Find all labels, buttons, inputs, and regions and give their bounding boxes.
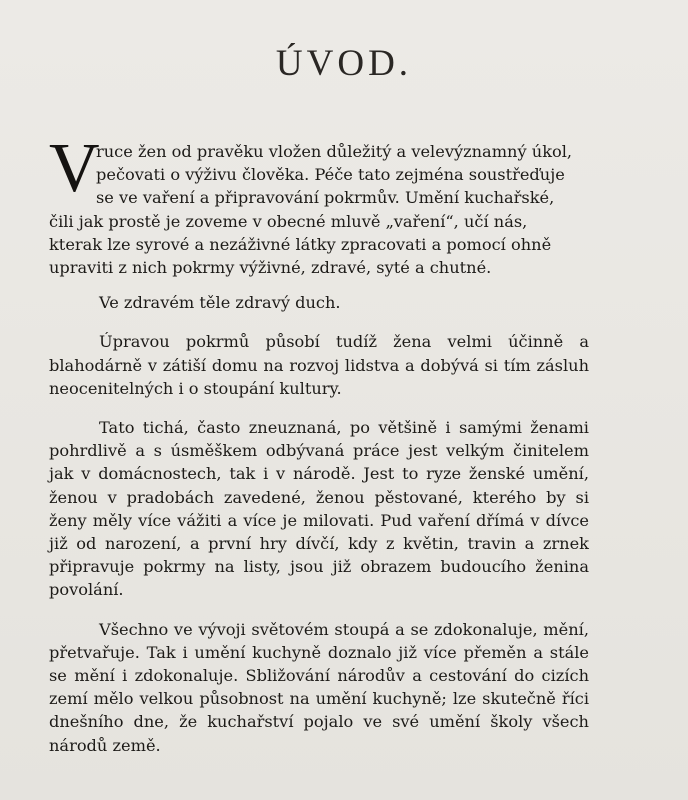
page-title: ÚVOD. [275, 43, 413, 84]
opening-line-5: kterak lze syrové a nezáživné látky zpracovati a pomocí ohně [49, 234, 552, 254]
opening-line-6: upraviti z nich pokrmy výživné, zdravé, syté a chutné. [49, 258, 492, 278]
paragraph-motto: Ve zdravém těle zdravý duch. [99, 293, 341, 313]
opening-line-4: čili jak prostě je zoveme v obecné mluvě „vaření“, učí nás, [49, 211, 528, 231]
opening-lines [49, 140, 589, 279]
drop-cap: V [49, 130, 100, 207]
opening-paragraph [49, 130, 589, 279]
opening-line-2: pečovati o výživu člověka. Péče tato zejména soustřeďuje [96, 165, 565, 185]
paragraph-2: Úpravou pokrmů působí tudíž žena velmi účinně a blahodárně v zátiší domu na rozvoj lidstva a dobývá si tím zásluh neocenitelných i o stoupání kultury. [49, 332, 589, 398]
opening-line-3: se ve vaření a připravování pokrmův. Umění kuchařské, [96, 188, 555, 208]
body-text [49, 130, 589, 773]
opening-line-1: ruce žen od pravěku vložen důležitý a velevýznamný úkol, [96, 142, 573, 161]
paragraph-3: Tato tichá, často zneuznaná, po většině i samými ženami pohrdlivě a s úsměškem odbývaná práce jest velkým činitelem jak v domácnostech, tak i v národě. Jest to ryze ženské umění, ženou v pradobách zavedené, ženou pěstované, kterého by si ženy měly více vážiti a více je milovati. Pud vaření dřímá v dívce již od narození, a první hry dívčí, kdy z květin, travin a zrnek připravuje pokrmy na listy, jsou již obrazem budoucího ženina povolání. [49, 418, 589, 600]
paragraph-4: Všechno ve vývoji světovém stoupá a se zdokonaluje, mění, přetvařuje. Tak i umění kuchyně doznalo již více přeměn a stále se mění i zdokonaluje. Sbližování národův a cestování do cizích zemí mělo velkou působnost na umění kuchyně; lze skutečně říci dnešního dne, že kuchařství pojalo ve své umění školy všech národů země. [49, 619, 589, 755]
